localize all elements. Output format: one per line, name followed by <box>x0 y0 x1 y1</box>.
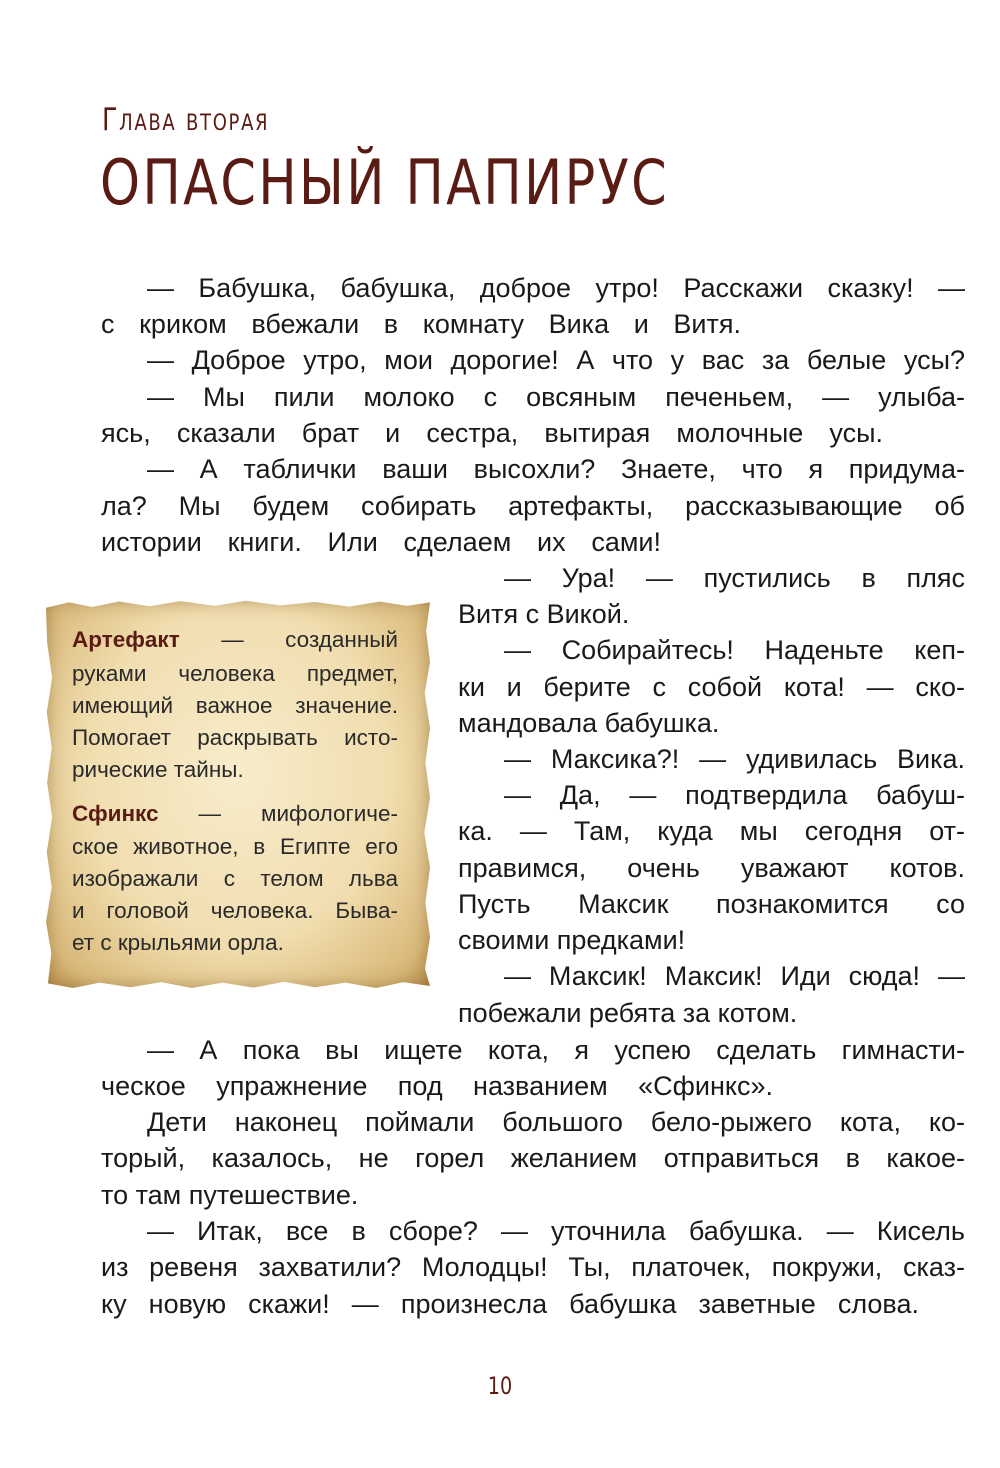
text-line: правимся, очень уважают котов. <box>458 853 965 883</box>
text-line: — А таблички ваши высохли? Знаете, что я придума- <box>147 454 965 484</box>
text-line: — Мы пили молоко с овсяным печеньем, — улыба- <box>147 382 965 412</box>
glossary-line: ет с крыльями орла. <box>72 930 284 955</box>
text-line: — Максик! Максик! Иди сюда! — <box>504 961 965 991</box>
glossary-line: руками человека предмет, <box>72 661 398 686</box>
text-line: ческое упражнение под названием «Сфинкс». <box>101 1071 773 1101</box>
glossary-term-artifact: Артефакт <box>72 627 180 652</box>
text-line: с криком вбежали в комнату Вика и Витя. <box>101 309 741 339</box>
text-line: своими предками! <box>458 925 686 955</box>
glossary-term-sphinx: Сфинкс <box>72 801 159 826</box>
glossary-line: изображали с телом льва <box>72 866 398 891</box>
text-line: — Да, — подтвердила бабуш- <box>504 780 965 810</box>
text-line: — Доброе утро, мои дорогие! А что у вас за белые усы? <box>147 345 965 375</box>
text-line: истории книги. Или сделаем их сами! <box>101 527 661 557</box>
chapter-kicker: Глава вторая <box>102 102 270 138</box>
chapter-title: ОПАСНЫЙ ПАПИРУС <box>100 146 670 219</box>
text-line: ка. — Там, куда мы сегодня от- <box>458 816 965 846</box>
glossary-line: рические тайны. <box>72 757 244 782</box>
text-line: мандовала бабушка. <box>458 708 720 738</box>
text-line: Дети наконец поймали большого бело-рыжего кота, ко- <box>147 1107 965 1137</box>
text-line: Витя с Викой. <box>458 599 630 629</box>
glossary-line: имеющий важное значение. <box>72 693 398 718</box>
glossary-term-text: — созданный <box>179 627 398 652</box>
text-line: — Ура! — пустились в пляс <box>504 563 965 593</box>
glossary-line: Помогает раскрывать исто- <box>72 725 398 750</box>
glossary-line: ское животное, в Египте его <box>72 834 398 859</box>
glossary-line: и головой человека. Быва- <box>72 898 398 923</box>
text-line: — Максика?! — удивилась Вика. <box>504 744 965 774</box>
text-line: ла? Мы будем собирать артефакты, рассказывающие об <box>101 491 965 521</box>
text-line: ясь, сказали брат и сестра, вытирая молочные усы. <box>101 418 883 448</box>
text-line: — Собирайтесь! Наденьте кеп- <box>504 635 965 665</box>
text-line: из ревеня захватили? Молодцы! Ты, платочек, покружи, сказ- <box>101 1252 965 1282</box>
text-line: то там путешествие. <box>101 1180 359 1210</box>
glossary-term-line <box>72 624 398 656</box>
text-line: торый, казалось, не горел желанием отправиться в какое- <box>101 1143 965 1173</box>
text-line: ку новую скажи! — произнесла бабушка заветные слова. <box>101 1289 919 1319</box>
text-line: — А пока вы ищете кота, я успею сделать гимнасти- <box>147 1035 965 1065</box>
text-line: — Бабушка, бабушка, доброе утро! Расскажи сказку! — <box>147 273 965 303</box>
glossary-term-line <box>72 798 398 830</box>
text-line: побежали ребята за котом. <box>458 998 798 1028</box>
page-number: 10 <box>487 1372 513 1400</box>
glossary-term-text: — мифологиче- <box>158 801 398 826</box>
text-line: Пусть Максик познакомится со <box>458 889 965 919</box>
text-line: — Итак, все в сборе? — уточнила бабушка. — Кисель <box>147 1216 965 1246</box>
text-line: ки и берите с собой кота! — ско- <box>458 672 965 702</box>
